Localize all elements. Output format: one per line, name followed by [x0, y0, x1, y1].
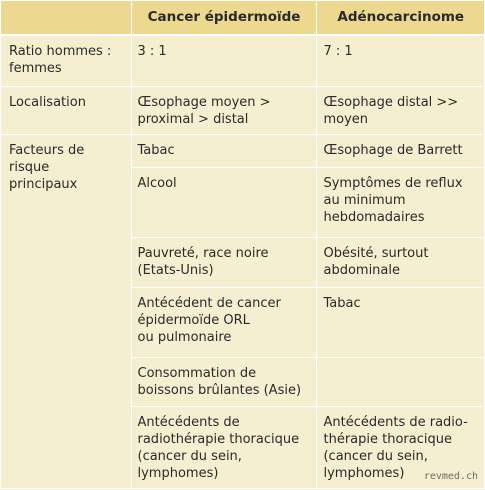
- header-empty-cell: [1, 1, 132, 36]
- cell-epidermoid: Tabac: [131, 135, 317, 168]
- cell-adenocarcinoma: Tabac: [317, 288, 485, 358]
- cell-epidermoid: Alcool: [131, 168, 317, 238]
- table-row-sex-ratio: [1, 35, 485, 87]
- table-header-row: [1, 1, 485, 36]
- cell-epidermoid: Consommation de boissons brûlantes (Asie): [131, 358, 317, 407]
- header-epidermoid: Cancer épidermoïde: [131, 1, 317, 36]
- row-label: Ratio hommes : femmes: [1, 35, 132, 87]
- row-label: Localisation: [1, 87, 132, 135]
- cell-epidermoid: Antécédent de cancer épidermoïde ORL ou pulmonaire: [131, 288, 317, 358]
- row-label-risk-factors: Facteurs de risque principaux: [1, 135, 132, 489]
- table-row-location: [1, 87, 485, 135]
- cell-adenocarcinoma: 7 : 1: [317, 35, 485, 87]
- cell-adenocarcinoma: Symptômes de reflux au minimum hebdomadaires: [317, 168, 485, 238]
- cell-adenocarcinoma: [317, 358, 485, 407]
- cell-epidermoid: Pauvreté, race noire (Etats-Unis): [131, 238, 317, 288]
- cell-epidermoid: 3 : 1: [131, 35, 317, 87]
- table-row-risk-factor: [1, 135, 485, 168]
- header-adenocarcinoma: Adénocarcinome: [317, 1, 485, 36]
- cell-adenocarcinoma: Œsophage distal >> moyen: [317, 87, 485, 135]
- cell-epidermoid: Œsophage moyen > proximal > distal: [131, 87, 317, 135]
- cell-adenocarcinoma: Obésité, surtout abdominale: [317, 238, 485, 288]
- cell-adenocarcinoma: Antécédents de radio- thérapie thoracique (cancer du sein, lymphomes): [317, 407, 485, 489]
- source-watermark: revmed.ch: [423, 471, 478, 482]
- cell-epidermoid: Antécédents de radiothérapie thoracique (cancer du sein, lymphomes): [131, 407, 317, 489]
- cell-adenocarcinoma: Œsophage de Barrett: [317, 135, 485, 168]
